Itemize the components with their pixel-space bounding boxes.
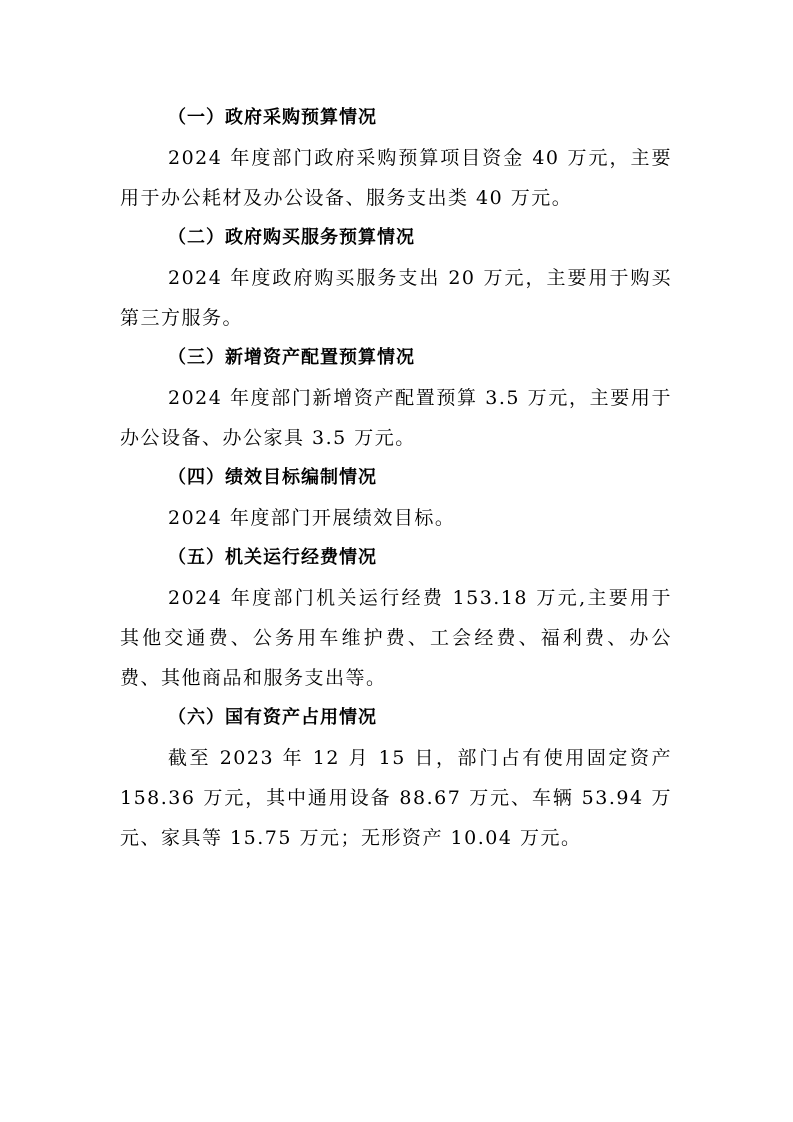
section-heading-performance-goals: （四）绩效目标编制情况 (168, 467, 377, 488)
section-text-procurement: 2024 年度部门政府采购预算项目资金 40 万元，主要用于办公耗材及办公设备、服务支出类 40 万元。 (120, 147, 672, 209)
section-heading-procurement: （一）政府采购预算情况 (168, 107, 377, 128)
section-text-operating-expenses: 2024 年度部门机关运行经费 153.18 万元,主要用于其他交通费、公务用车维护费、工会经费、福利费、办公费、其他商品和服务支出等。 (120, 587, 672, 689)
section-text-purchased-services: 2024 年度政府购买服务支出 20 万元，主要用于购买第三方服务。 (120, 267, 672, 329)
section-heading-operating-expenses: （五）机关运行经费情况 (168, 547, 377, 568)
document-page (120, 98, 672, 858)
section-heading-new-assets: （三）新增资产配置预算情况 (168, 347, 415, 368)
section-heading-state-assets: （六）国有资产占用情况 (168, 707, 377, 728)
section-text-new-assets: 2024 年度部门新增资产配置预算 3.5 万元，主要用于办公设备、办公家具 3.5 万元。 (120, 387, 672, 449)
section-heading-purchased-services: （二）政府购买服务预算情况 (168, 227, 415, 248)
section-text-state-assets: 截至 2023 年 12 月 15 日，部门占有使用固定资产158.36 万元，其中通用设备 88.67 万元、车辆 53.94 万元、家具等 15.75 万元；无形资产 10.04 万元。 (120, 747, 672, 849)
section-text-performance-goals: 2024 年度部门开展绩效目标。 (168, 507, 456, 529)
